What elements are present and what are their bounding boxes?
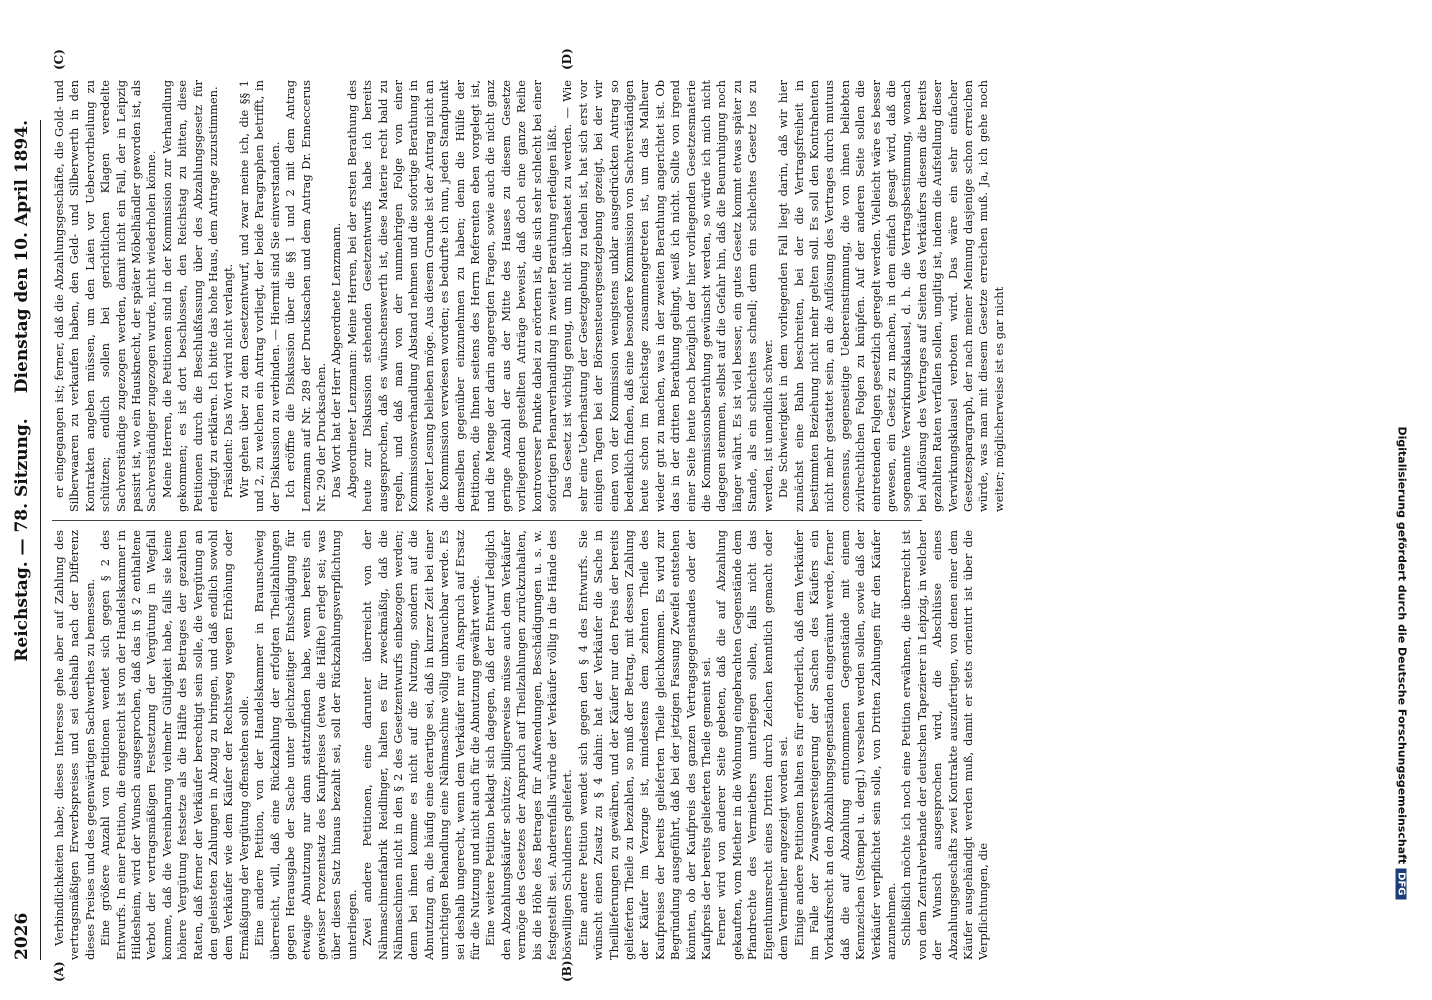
session-title: Reichstag. — 78. Sitzung.: [12, 418, 32, 662]
text-column-left: [52, 530, 991, 960]
paragraph: Abgeordneter Lenzmann: Meine Herren, bei der ersten Berathung des heute zur Diskussion stehenden Gesetzentwurfs habe ich bereits ausgesprochen, daß es wünschenswerth ist, diese Materie recht bald zu regeln, und daß man von der nunmehrigen Folge von einer Kommissionsverhandlung Abstand nehmen und die sofortige Berathung in zweiter Lesung belieben möge. Aus diesem Grunde ist der Antrag nicht an die Kommission verwiesen worden; es bedurfte ich nun, jeden Standpunkt demselben gegenüber einzunehmen zu haben; denn die Hülfe der Petitionen, die Ihnen seitens des Herrn Referenten eben vorgelegt ist, und die Menge der darin angeregten Fragen, sowie auch die nicht ganz geringe Anzahl der aus der Mitte des Hauses zu diesem Gesetze vorliegenden gestellten Anträge beweist, daß doch eine ganze Reihe kontroverser Punkte dabei zu erörtern ist, die sich sehr schlecht bei einer sofortigen Plenarverhandlung in zweiter Berathung erledigen läßt.: [344, 80, 559, 512]
paragraph: Eine andere Petition, von der Handelskammer in Braunschweig überreicht, will, daß eine Rückzahlung der erfolgten Theilzahlungen gegen Herausgabe der Sache unter gleichzeitiger Entschädigung für etwaige Abnutzung nur dann stattzufinden habe, wenn bereits ein gewisser Prozentsatz des Kaufpreises (etwa die Hälfte) erlegt sei; was über diesen Satz hinaus bezahlt sei, soll der Rückzahlungsverpflichtung unterliegen.: [252, 530, 359, 960]
paragraph: Ferner wird von anderer Seite gebeten, daß die auf Abzahlung gekauften, vom Miether in die Wohnung eingebrachten Gegenstände dem Pfandrechte des Vermiethers unterliegen sollen, falls nicht das Eigenthumsrecht eines Dritten durch Zeichen kenntlich gemacht oder dem Vermiether angezeigt worden sei.: [714, 530, 791, 960]
paragraph: Präsident: Das Wort wird nicht verlangt.: [221, 263, 236, 498]
page-header: [6, 120, 40, 960]
paragraph: Verbindlichkeiten habe; dieses Interesse gehe aber auf Zahlung des vertragsmäßigen Erwerbspreises und sei deshalb nach der Differenz dieses Preises und des gegenwärtigen Sachwerthes zu bemessen.: [52, 530, 97, 960]
paragraph: Einige andere Petitionen halten es für erforderlich, daß dem Verkäufer im Falle der Zwangsversteigerung der Sachen des Käufers ein Vorkaufsrecht an den Abzahlungsgegenständen eingeräumt werde, ferner daß die auf Abzahlung entnommenen Gegenstände mit einem Kennzeichen (Stempel u. dergl.) versehen werden sollen, sowie daß der Verkäufer verpflichtet sein solle, von Dritten Zahlungen für den Käufer anzunehmen.: [791, 530, 898, 960]
digitization-note: [1395, 426, 1409, 896]
paragraph: Schließlich möchte ich noch eine Petition erwähnen, die überreicht ist von dem Zentralverbande der deutschen Tapezierer in Leipzig, in welcher der Wunsch ausgesprochen wird, die Abschlüsse eines Abzahlungsgeschäfts zwei Kontrakte auszufertigen, von denen einer dem Käufer ausgehändigt werden muß, damit er stets orientirt ist über die Verpflichtungen, die: [899, 530, 991, 960]
paragraph: Eine weitere Petition beklagt sich dagegen, daß der Entwurf lediglich den Abzahlungskäufer schütze; billigerweise müsse auch dem Verkäufer vermöge des Gesetzes der Anspruch auf Theilzahlungen zurückzuhalten, bis die Höhe des Betrages für Aufwendungen, Beschädigungen u. s. w. festgestellt sei. Anderenfalls würde der Verkäufer völlig in die Hände des böswilligen Schuldners geliefert.: [483, 530, 575, 960]
paragraph: Ich eröffne die Diskussion über die §§ 1 und 2 mit dem Antrag Lenzmann auf Nr. 289 der Drucksachen und dem Antrag Dr. Enneccerus Nr. 290 der Drucksachen.: [283, 80, 328, 512]
page-number: 2026: [12, 912, 32, 960]
session-date: Dienstag den 10. April 1894.: [12, 120, 32, 394]
paragraph: er eingegangen ist; ferner, daß die Abzahlungsgeschäfte, die Gold- und Silberwaaren zu verkaufen haben, den Geld- und Silberwerth in den Kontrakten angeben müssen, um den Laien vor Uebervortheilung zu schützen; endlich sollen bei gerichtlichen Klagen veredelte Sachverständige zugezogen werden, damit nicht ein Fall, der in Leipzig passirt ist, wo ein Hausknecht, der später Möbelhändler geworden ist, als Sachverständiger zugezogen wurde, nicht wiederholen könne.: [52, 80, 159, 512]
paragraph: Wir gehen über zu dem Gesetzentwurf, und zwar meine ich, die §§ 1 und 2, zu welchen ein Antrag vorliegt, der beide Paragraphen betrifft, in der Diskussion zu verbinden. — Hiermit sind Sie einverstanden.: [236, 80, 282, 512]
text-column-right: [52, 80, 1006, 512]
paragraph: Meine Herren, die Petitionen sind in der Kommission zur Verhandlung gekommen; es ist dort beschlossen, den Reichstag zu bitten, diese Petitionen durch die Beschlußfassung über des Abzahlungsgesetz für erledigt zu erklären. Ich bitte das hohe Haus, dem Antrage zuzustimmen.: [159, 80, 221, 512]
header-rule: [40, 120, 41, 960]
dfg-logo: DFG: [1396, 868, 1407, 899]
paragraph: Das Gesetz ist wichtig genug, um nicht überhastet zu werden. — Wie sehr eine Ueberhastung der Gesetzgebung zu tadeln ist, hat sich erst vor einigen Tagen bei der Börsensteuergesetzgebung gezeigt, bei der wir einen von der Kommission wenigstens unklar ausgedrückten Antrag so bedenklich finden, daß eine besondere Kommission von Sachverständigen heute schon im Reichstage zusammengetreten ist, um das Malheur wieder gut zu machen, was in der zweiten Berathung angerichtet ist. Ob das in der dritten Berathung gelingt, weiß ich nicht. Sollte von irgend einer Seite heute noch bezüglich der hier vorliegenden Gesetzesmaterie die Kommissionsberathung gewünscht werden, so würde ich mich nicht dagegen stemmen, selbst auf die Gefahr hin, daß die Beunruhigung noch länger währt. Es ist viel besser, ein gutes Gesetz kommt etwas später zu Stande, als ein schlechtes schnell; denn ein schlechtes Gesetz los zu werden, ist unendlich schwer.: [560, 80, 775, 512]
paragraph: Zwei andere Petitionen, eine darunter überreicht von der Nähmaschinenfabrik Reidlinger, halten es für zweckmäßig, daß die Nähmaschinen nicht in den § 2 des Gesetzentwurfs einbezogen werden; denn bei ihnen komme es nicht auf die Nutzung, sondern auf die Abnutzung an, die häufig eine derartige sei, daß in kurzer Zeit bei einer unrichtigen Behandlung eine Nähmaschine völlig unbrauchbar werde. Es sei deshalb ungerecht, wenn dem Verkäufer nur ein Anspruch auf Ersatz für die Nutzung und nicht auch für die Abnutzung gewährt werde.: [360, 530, 482, 960]
margin-mark-d: (D): [560, 48, 574, 70]
digitization-text: Digitalisierung gefördert durch die Deutsche Forschungsgemeinschaft: [1395, 426, 1409, 865]
margin-mark-a: (A): [52, 961, 66, 982]
paragraph: Eine größere Anzahl von Petitionen wendet sich gegen § 2 des Entwurfs. In einer Petition, die eingereicht ist von der Handelskammer in Hildesheim, wird der Wunsch ausgesprochen, daß das in § 2 enthaltene Verbot der vertragsmäßigen Festsetzung der Vergütung in Wegfall komme, daß die Vereinbarung vielmehr Gültigkeit habe, falls sie keine höhere Vergütung festsetze als die Hälfte des Betrages der gezahlten Raten, daß ferner der Verkäufer berechtigt sein solle, die Vergütung an den geleisteten Zahlungen in Abzug zu bringen, und daß endlich sowohl dem Verkäufer wie dem Käufer der Rechtsweg wegen Erhöhung oder Ermäßigung der Vergütung offenstehen solle.: [98, 530, 251, 960]
paragraph: Eine andere Petition wendet sich gegen den § 4 des Entwurfs. Sie wünscht einen Zusatz zu § 4 dahin: hat der Verkäufer die Sache in Theillieferungen zu gewähren, und der Käufer nur den Preis der bereits gelieferten Theile zu bezahlen, so muß der Betrag, mit dessen Zahlung der Käufer im Verzuge ist, mindestens dem zehnten Theile des Kaufpreises der bereits gelieferten Theile gleichkommen. Es wird zur Begründung ausgeführt, daß bei der jetzigen Fassung Zweifel entstehen könnten, ob der Kaufpreis des ganzen Vertragsgegenstandes oder der Kaufpreis der bereits gelieferten Theile gemeint sei.: [575, 530, 714, 960]
margin-mark-c: (C): [52, 49, 66, 70]
margin-mark-b: (B): [560, 960, 574, 982]
paragraph: Das Wort hat der Herr Abgeordnete Lenzmann.: [329, 222, 344, 498]
paragraph: Die Schwierigkeit in dem vorliegenden Fall liegt darin, daß wir hier zunächst eine Bahn beschreiten, bei der die Vertragsfreiheit in bestimmten Beziehung nicht mehr gelten soll. Es soll den Kontrahenten nicht mehr gestattet sein, an die Auflösung des Vertrages durch mutuus consensus, gegenseitige Uebereinstimmung, die von ihnen beliebten zivilrechtlichen Folgen zu knüpfen. Auf der anderen Seite sollen die eintretenden Folgen gesetzlich geregelt werden. Vielleicht wäre es besser gewesen, ein Gesetz zu machen, in dem einfach gesagt wird, daß die sogenannte Verwirkungsklausel, d. h. die Vertragsbestimmung, wonach bei Auflösung des Vertrages auf Seiten des Verkäufers diesem die bereits gezahlten Raten verfallen sollen, ungiltig ist, indem die Aufstellung dieser Verwirkungsklausel verboten wird. Das wäre ein sehr einfacher Gesetzesparagraph, der nach meiner Meinung dasjenige schon erreichen würde, was man mit diesem Gesetze erreichen muß. Ja, ich gehe noch weiter; möglicherweise ist es gar nicht: [776, 80, 1006, 512]
column-divider: [52, 520, 922, 521]
